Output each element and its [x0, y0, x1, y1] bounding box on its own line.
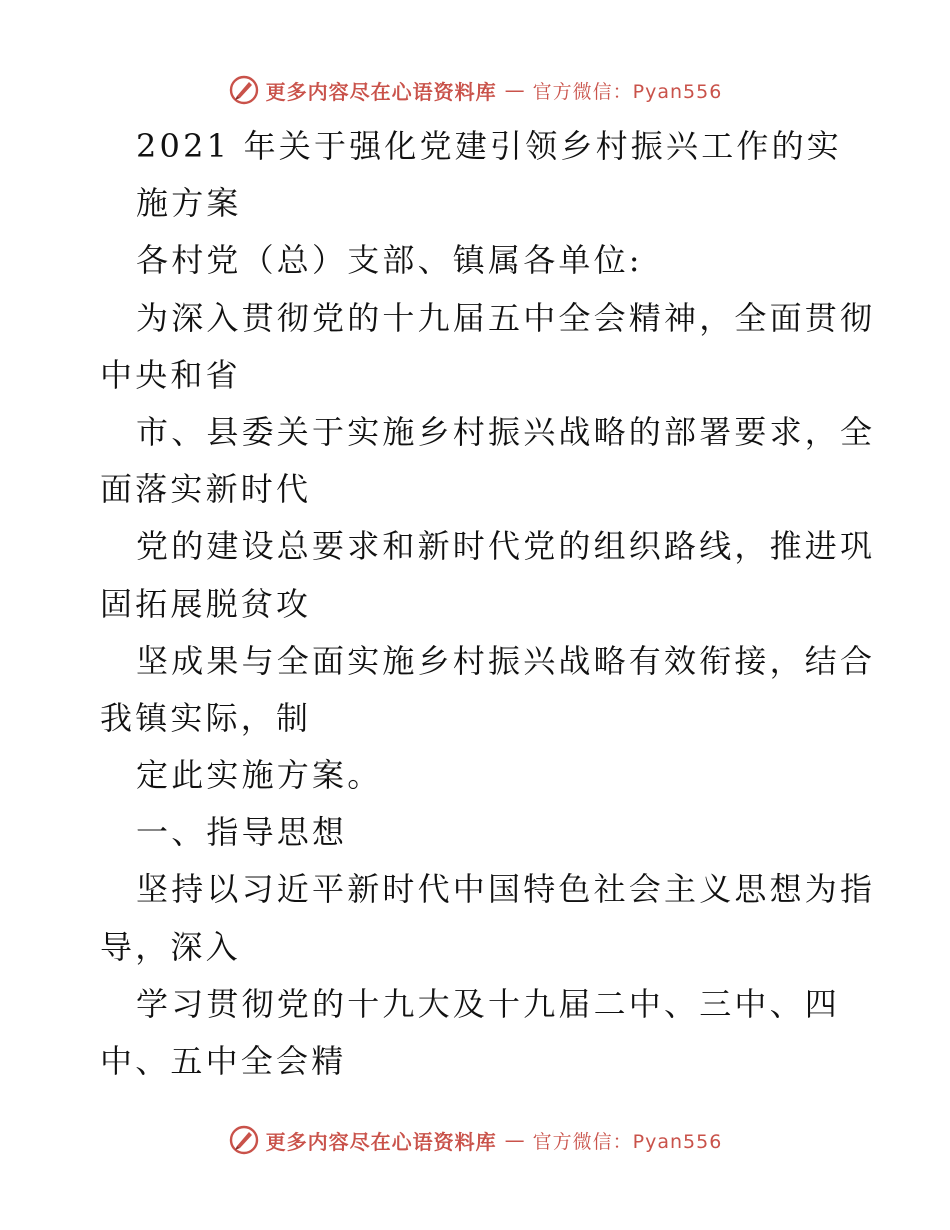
footer-brand-text: 更多内容尽在心语资料库: [265, 1129, 497, 1154]
body-line: 面落实新时代: [100, 470, 312, 509]
body-line: 我镇实际，制: [100, 698, 312, 737]
section-heading: 一、指导思想: [136, 813, 348, 852]
body-line: 坚成果与全面实施乡村振兴战略有效衔接，结合: [136, 641, 876, 680]
footer-separator: —: [504, 1128, 525, 1152]
header-contact-text: 官方微信：Pyan556: [532, 80, 723, 103]
body-line: 党的建设总要求和新时代党的组织路线，推进巩: [136, 527, 876, 566]
footer-contact-text: 官方微信：Pyan556: [532, 1130, 723, 1153]
body-line: 学习贯彻党的十九大及十九届二中、三中、四: [136, 984, 841, 1023]
salutation-line: 各村党（总）支部、镇属各单位:: [136, 241, 643, 280]
quill-stamp-icon: [228, 74, 260, 106]
body-line: 中、五中全会精: [100, 1042, 347, 1080]
title-line-1: 2021 年关于强化党建引领乡村振兴工作的实: [136, 127, 843, 165]
body-line: 市、县委关于实施乡村振兴战略的部署要求，全: [136, 412, 876, 451]
header-separator: —: [504, 78, 525, 102]
header-brand-text: 更多内容尽在心语资料库: [265, 79, 497, 104]
body-line: 固拓展脱贫攻: [100, 584, 312, 623]
body-line: 坚持以习近平新时代中国特色社会主义思想为指: [136, 870, 876, 909]
title-line-2: 施方案: [136, 184, 242, 223]
body-line: 定此实施方案。: [136, 756, 383, 795]
body-line: 中央和省: [100, 355, 241, 394]
body-line: 导，深入: [100, 927, 241, 966]
body-line: 为深入贯彻党的十九届五中全会精神，全面贯彻: [136, 298, 876, 337]
document-body: [0, 118, 950, 1090]
header-watermark-banner: [0, 70, 950, 110]
quill-stamp-icon: [228, 1124, 260, 1156]
footer-watermark-banner: [0, 1120, 950, 1160]
